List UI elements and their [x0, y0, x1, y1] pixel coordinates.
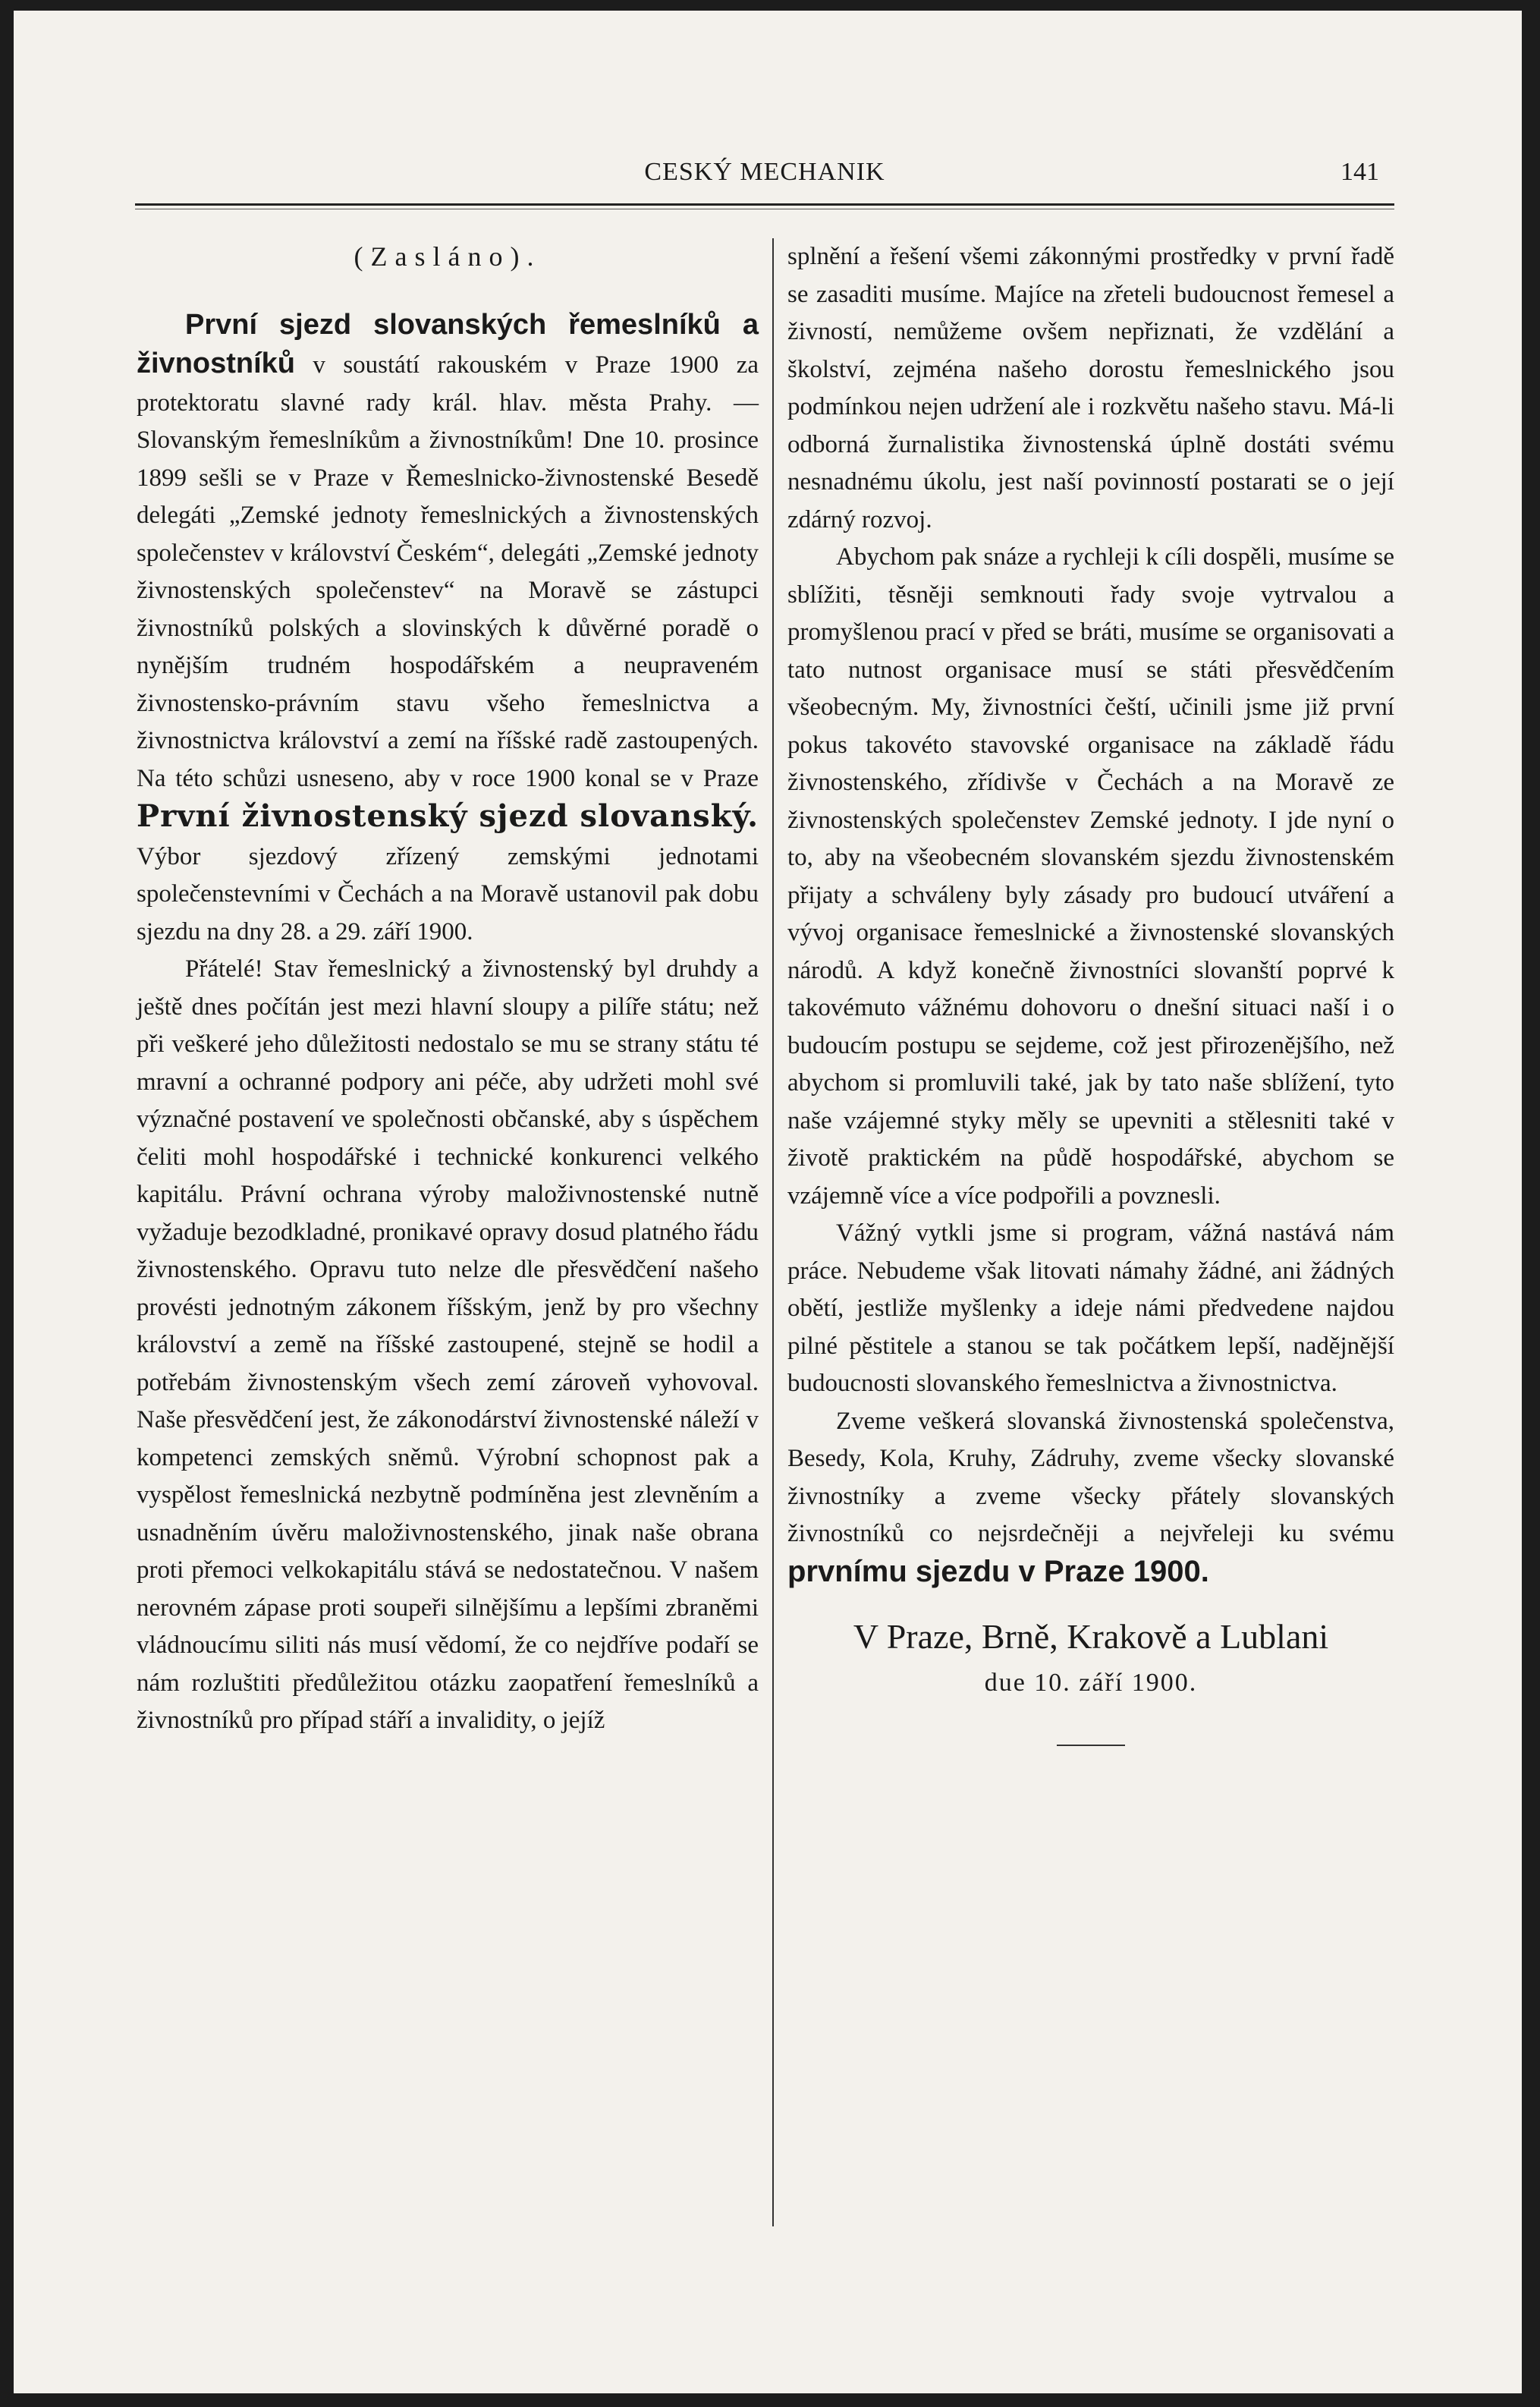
intro-text-end: Výbor sjezdový zřízený zemskými jednotami společenstevními v Čechách a na Moravě ustanovil pak dobu sjezdu na dny 28. a 29. září 1900. [137, 842, 759, 945]
intro-text: v soustátí rakouském v Praze 1900 za protektoratu slavné rady král. hlav. města Prahy. — Slovanským řemeslníkům a živnostníkům! Dne 10. prosince 1899 sešli se v Praze v Řemeslnicko-živnostenské Besedě delegáti „Zemské jednoty řemeslnických a živnostenských společenstev v království Českém“, delegáti „Zemské jednoty živnostenských společenstev“ na Moravě se zástupci živnostníků polských a slovinských k důvěrné poradě o nynějším trudném hospodářském a neupraveném živnostensko-právním stavu všeho řemeslnictva a živnostnictva království a zemí na říšské radě zastoupených. Na této schůzi usneseno, aby v roce 1900 konal se v Praze [137, 351, 759, 792]
running-title: CESKÝ MECHANIK [644, 158, 885, 186]
right-column [787, 238, 1394, 1746]
invitation-text: Zveme veškerá slovanská živnostenská společenstva, Besedy, Kola, Kruhy, Zádruhy, zveme všecky slovanské živnostníky a zveme všecky přátely slovanských živnostníků co nejsrdečněji a nejvřeleji ku svému [787, 1407, 1394, 1547]
paragraph-program: Vážný vytkli jsme si program, vážná nastává nám práce. Nebudeme však litovati námahy žádné, ani žádných obětí, jestliže myšlenky a ideje námi předvedene najdou pilné pěstitele a stanou se tak počátkem lepší, nadějnější budoucnosti slovanského řemeslnictva a živnostnictva. [787, 1219, 1394, 1397]
congress-name: První živnostenský sjezd slovanský. [137, 798, 759, 834]
invitation-bold: prvnímu sjezdu v Praze 1900. [787, 1554, 1209, 1588]
header-rule [135, 203, 1394, 206]
paragraph-friends: Přátelé! Stav řemeslnický a živnostenský byl druhdy a ještě dnes počítán jest mezi hlavní sloupy a pilíře státu; než při veškeré jeho důležitosti nedostalo se mu se strany státu té mravní a ochranné podpory ani péče, aby udržeti mohl své význačné postavení ve společnosti občanské, aby s úspěchem čeliti mohl hospodářské i technické konkurenci velkého kapitálu. Právní ochrana výroby maloživnostenské nutně vyžaduje bezodkladné, pronikavé opravy dosud platného řádu živnostenského. Opravu tuto nelze dle přesvědčení našeho provésti jednotným zákonem říšským, jenž by pro všechny království a země na říšské zastoupené, stejně se hodil a potřebám živnostenským všech zemí zároveň vyhovoval. Naše přesvědčení jest, že zákonodárství živnostenské náleží v kompetenci zemských sněmů. Výrobní schopnost pak a vyspělost řemeslnická nezbytně podmíněna jest zlevněním a usnadněním úvěru maloživnostenského, jinak naše obrana proti přemoci velkokapitálu stává se nedostatečnou. V našem nerovném zápase proti soupeři silnějšímu a lepšími zbraněmi vládnoucímu siliti nás musí vědomí, že co nejdříve podaří se nám rozluštiti předůležitou otázku zaopatření řemeslníků a živnostníků pro případ stáří a invalidity, o jejíž [137, 955, 759, 1734]
signature-date: due 10. září 1900. [984, 1669, 1198, 1697]
page-header [135, 150, 1394, 196]
document-page [14, 11, 1522, 2393]
sent-note: (Zasláno). [354, 241, 542, 272]
intro-paragraph [137, 307, 759, 952]
paragraph-organisation: Abychom pak snáze a rychleji k cíli dospěli, musíme se sblížiti, těsněji semknouti řady svoje vytrvalou a promyšlenou prací v před se bráti, musíme se organisovati a tato nutnost organisace musí se státi přesvědčením všeobecným. My, živnostníci čeští, učinili jsme již první pokus takovéto stavovské organisace na základě řádu živnostenského, zřídivše v Čechách a na Moravě ze živnostenských společenstev Zemské jednoty. I jde nyní o to, aby na všeobecném slovanském sjezdu živnostenském přijaty a schváleny byly zásady pro budoucí utváření a vývoj organisace řemeslnické a živnostenské slovanských národů. A když konečně živnostníci slovanští poprvé k takovémuto vážnému dohovoru o dnešní situaci naší i o budoucím postupu se sejdeme, což jest přirozenějšího, než abychom si promluvili také, jak by tato naše sblížení, tyto naše vzájemné styky měly se upevniti a stělesniti také v životě praktickém na půdě hospodářské, abychom se vzájemně více a více podpořili a povznesli. [787, 543, 1394, 1210]
article-title: První sjezd slovanských řemeslníků a živnostníků [137, 308, 759, 379]
page-number: 141 [1340, 158, 1379, 186]
left-column [137, 238, 759, 1740]
paragraph-continuation: splnění a řešení všemi zákonnými prostředky v první řadě se zasaditi musíme. Majíce na zřeteli budoucnost řemesel a živností, nemůžeme ovšem nepřiznati, že vzdělání a školství, zejména našeho dorostu řemeslnického jsou podmínkou nejen udržení ale i rozkvětu našeho stavu. Má-li odborná žurnalistika živnostenská úplně dostáti svému nesnadnému úkolu, jest naší povinností postarati se o její zdárný rozvoj. [787, 243, 1394, 533]
end-rule [1057, 1745, 1125, 1746]
signature-cities: V Praze, Brně, Krakově a Lublani [853, 1617, 1329, 1656]
paragraph-invitation [787, 1403, 1394, 1594]
column-divider [772, 238, 774, 2226]
